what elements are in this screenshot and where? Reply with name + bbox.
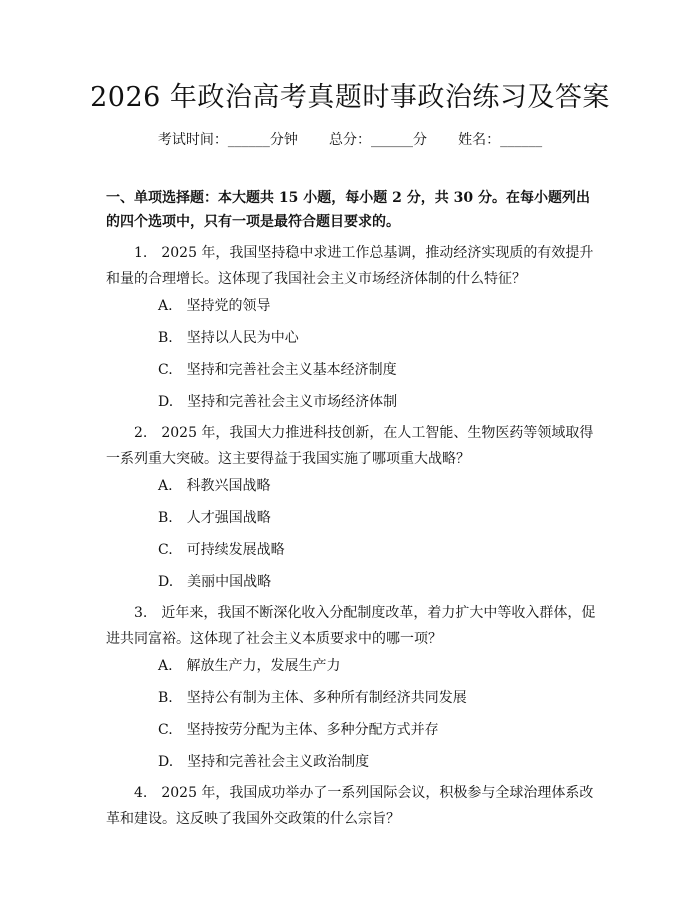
question-2-option-c: C. 可持续发展战略 [158,542,285,558]
question-1-option-a: A. 坚持党的领导 [158,298,271,314]
name-label: 姓名： [458,132,501,148]
question-3-option-b: B. 坚持公有制为主体、多种所有制经济共同发展 [158,690,467,706]
section-heading: 一、单项选择题：本大题共 15 小题，每小题 2 分，共 30 分。在每小题列出的四个选项中，只有一项是最符合题目要求的。 [106,190,590,230]
time-label: 考试时间： [157,132,228,148]
score-blank: ______ [371,132,413,148]
question-4-stem: 4. 2025 年，我国成功举办了一系列国际会议，积极参与全球治理体系改革和建设。这反映了我国外交政策的什么宗旨？ [106,785,594,827]
question-2-stem: 2. 2025 年，我国大力推进科技创新，在人工智能、生物医药等领域取得一系列重大突破。这主要得益于我国实施了哪项重大战略？ [106,425,594,467]
question-3-stem: 3. 近年来，我国不断深化收入分配制度改革，着力扩大中等收入群体，促进共同富裕。这体现了社会主义本质要求中的哪一项？ [106,605,596,647]
question-3-option-c: C. 坚持按劳分配为主体、多种分配方式并存 [158,722,439,738]
score-unit: 分 [413,132,427,148]
question-1-stem: 1. 2025 年，我国坚持稳中求进工作总基调，推动经济实现质的有效提升和量的合理增长。这体现了我国社会主义市场经济体制的什么特征？ [106,245,594,287]
question-2-option-d: D. 美丽中国战略 [158,574,272,590]
question-3-option-a: A. 解放生产力，发展生产力 [158,658,341,674]
name-blank: ______ [500,132,543,148]
time-blank: ______ [227,132,270,148]
question-1-option-b: B. 坚持以人民为中心 [158,330,299,346]
question-2-option-a: A. 科教兴国战略 [158,478,271,494]
score-label: 总分： [329,132,371,148]
page-title: 2026 年政治高考真题时事政治练习及答案 [90,82,610,113]
question-3-option-d: D. 坚持和完善社会主义政治制度 [158,754,370,770]
question-1-option-d: D. 坚持和完善社会主义市场经济体制 [158,394,398,410]
time-unit: 分钟 [269,132,298,148]
exam-meta-line [0,130,700,150]
question-1-option-c: C. 坚持和完善社会主义基本经济制度 [158,362,397,378]
question-2-option-b: B. 人才强国战略 [158,510,271,526]
